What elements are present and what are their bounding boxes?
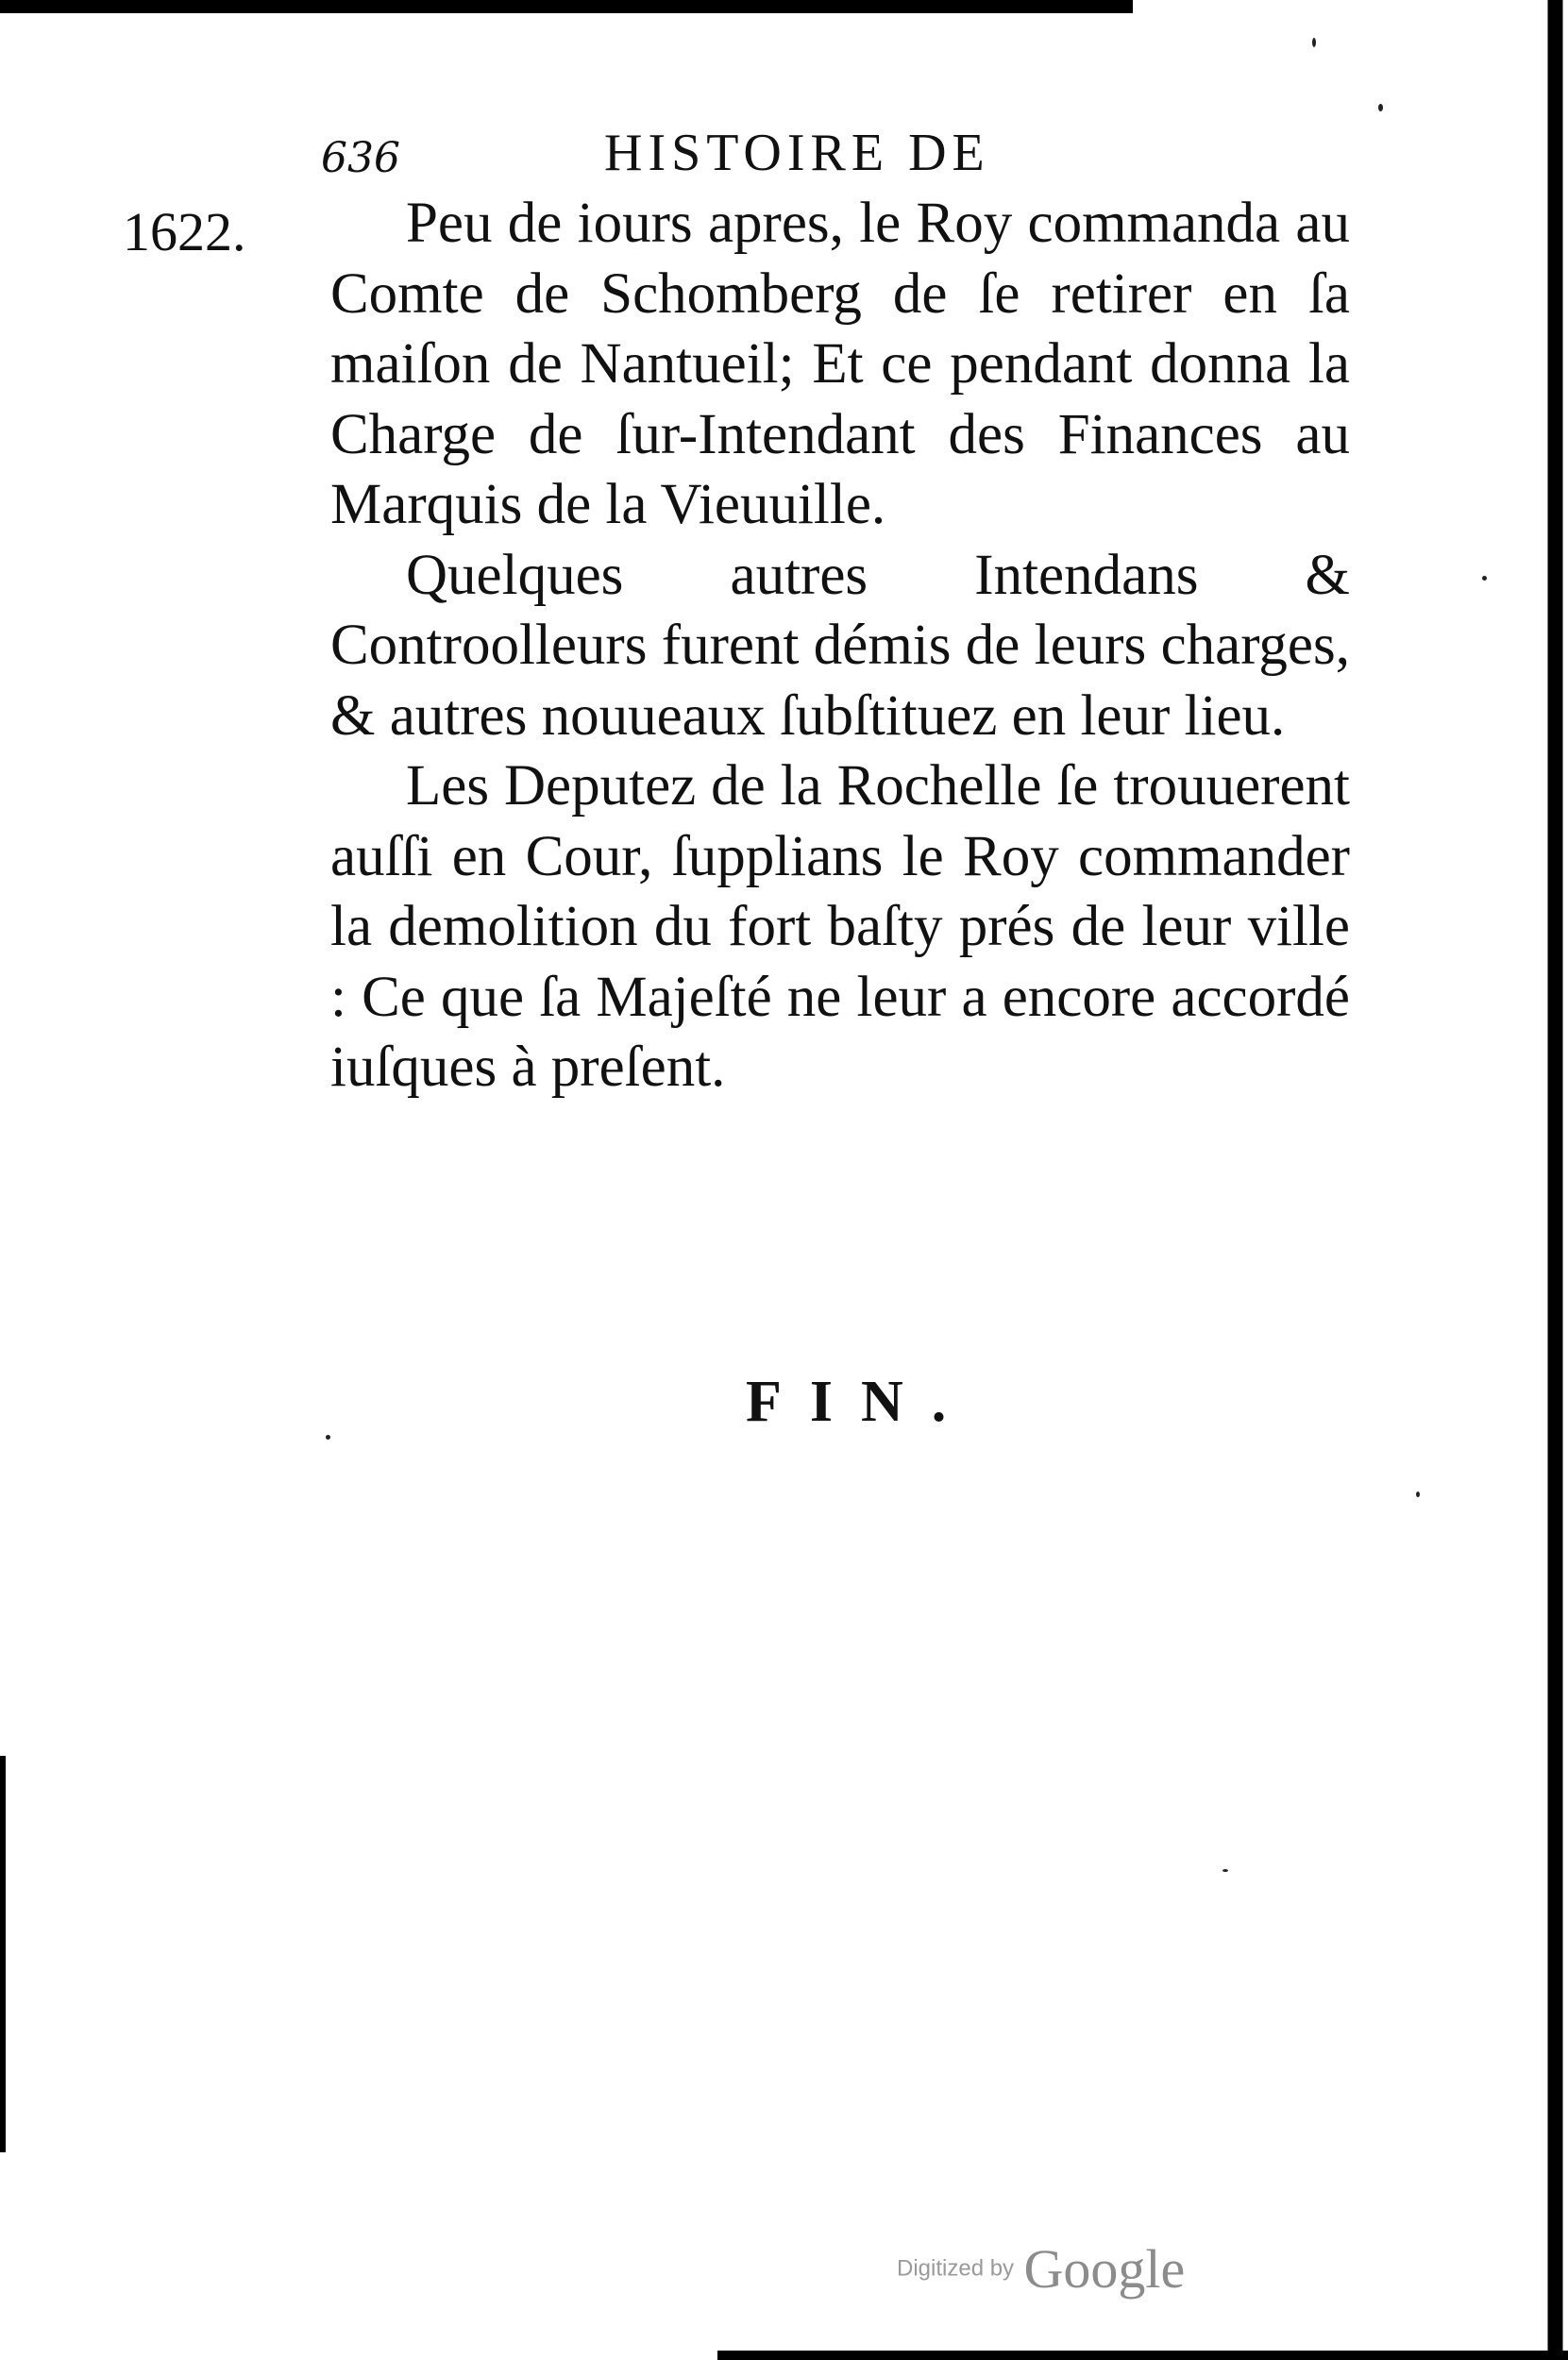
paragraph-3: Les Deputez de la Rochelle ſe trouuerent auſſi en Cour, ſupplians le Roy commander la demolition du fort baſty prés de leur ville : Ce que ſa Majeſté ne leur a encore accordé iuſques à preſent. <box>330 754 1350 1099</box>
scan-speck <box>1312 38 1316 47</box>
digitized-watermark <box>897 2237 1185 2301</box>
end-mark: FIN. <box>746 1370 975 1434</box>
scan-edge-left <box>0 1756 6 2152</box>
scan-speck <box>1416 1492 1420 1497</box>
scan-edge-top <box>0 0 1133 13</box>
scan-edge-bottom <box>717 2351 1568 2360</box>
scan-edge-right <box>1540 0 1568 2360</box>
page-header <box>321 123 1312 189</box>
scan-speck <box>1482 576 1487 581</box>
watermark-brand: Google <box>1023 2238 1186 2300</box>
scan-speck <box>1222 1869 1228 1872</box>
page-number: 636 <box>321 134 400 182</box>
paragraph-1: Peu de iours apres, le Roy commanda au Comte de Schomberg de ſe retirer en ſa maiſon de Nantueil; Et ce pendant donna la Charge de ſur-Intendant des Finances au Marquis de la Vieuuille. <box>330 192 1350 536</box>
running-head: HISTOIRE DE <box>604 124 990 182</box>
margin-year-note: 1622. <box>123 201 246 262</box>
scan-speck <box>326 1435 330 1440</box>
paragraph-2: Quelques autres Intendans & Controolleurs furent démis de leurs charges, & autres nouueaux ſubſtituez en leur lieu. <box>330 543 1350 748</box>
scan-speck <box>1378 104 1383 111</box>
watermark-prefix: Digitized by <box>897 2255 1015 2282</box>
body-text <box>330 189 1350 1104</box>
